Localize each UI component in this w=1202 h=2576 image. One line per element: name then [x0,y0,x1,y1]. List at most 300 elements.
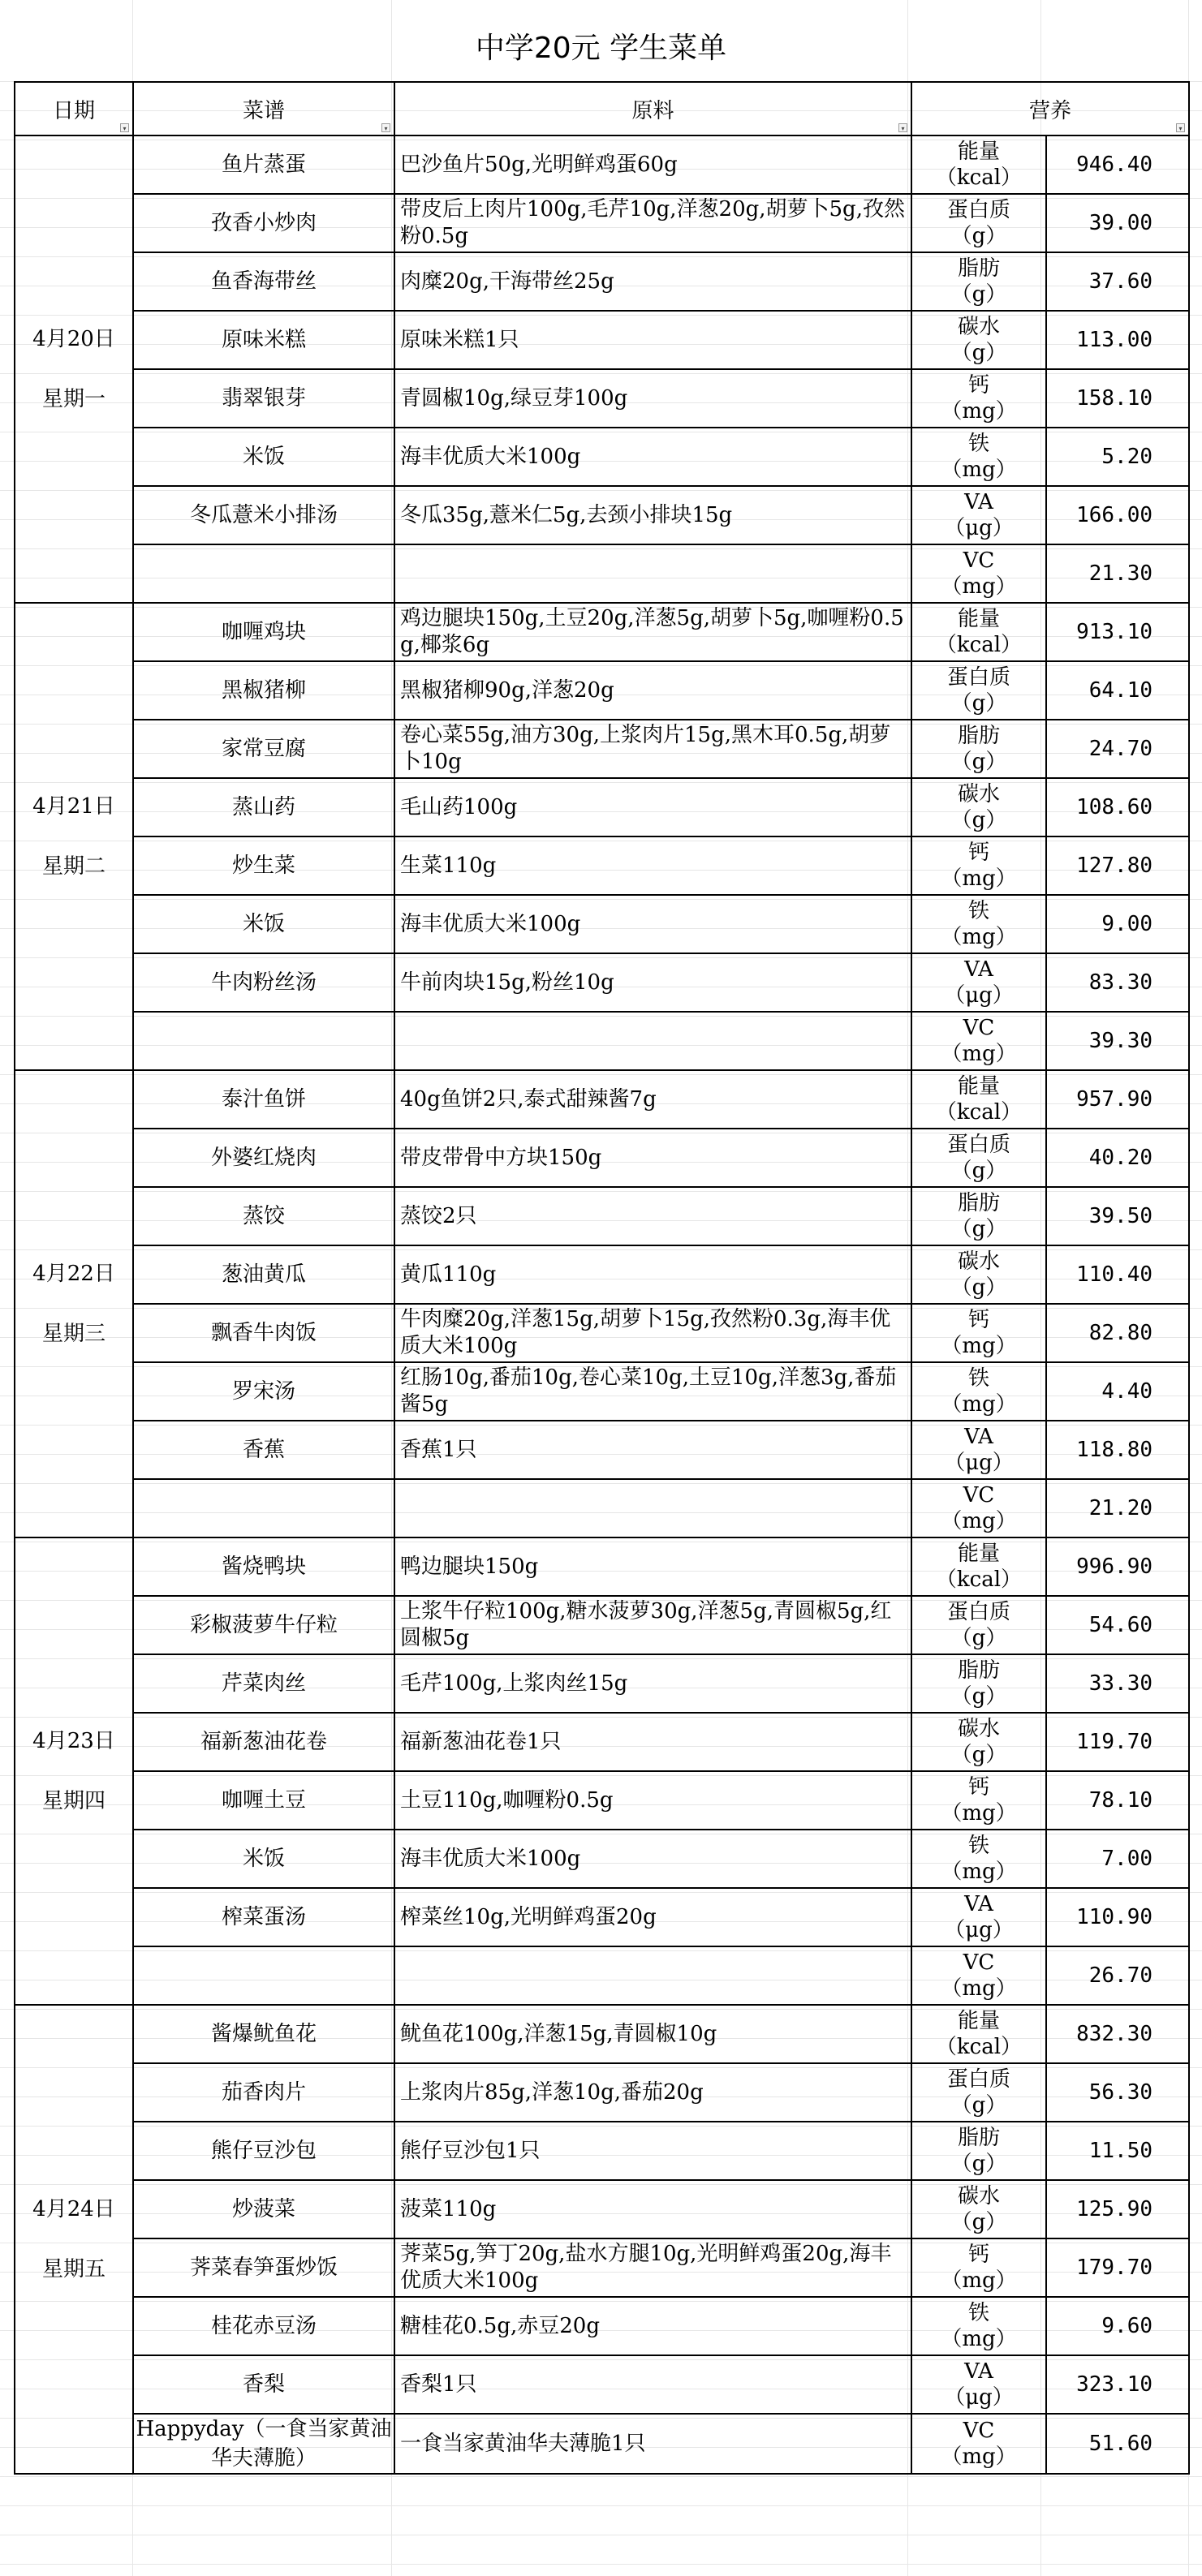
nutrient-unit: （g） [950,808,1007,832]
menu-row [15,1129,1189,1187]
ingredients-cell[interactable]: 40g鱼饼2只,泰式甜辣酱7g [394,1070,911,1129]
nutrient-unit: （g） [950,341,1007,365]
nutrient-value-cell[interactable]: 5.20 [1046,428,1189,486]
nutrient-label-cell[interactable] [911,428,1046,486]
header-dish-label: 菜谱 [242,98,285,123]
nutrient-label-cell[interactable] [911,2063,1046,2122]
nutrient-label-cell[interactable] [911,486,1046,544]
nutrient-unit: （μg） [944,1918,1014,1942]
nutrient-value-cell[interactable]: 21.30 [1046,544,1189,603]
date-label: 4月22日 [32,1262,115,1286]
filter-dropdown-icon[interactable]: ▾ [898,123,907,132]
nutrient-unit: （mg） [941,2327,1017,2351]
nutrient-value-cell[interactable]: 39.50 [1046,1187,1189,1245]
ingredients-cell[interactable]: 一食当家黄油华夫薄脆1只 [394,2414,911,2474]
filter-dropdown-icon[interactable]: ▾ [120,123,129,132]
menu-row [15,1537,1189,1596]
menu-row [15,603,1189,661]
header-date [15,82,133,135]
filter-dropdown-icon[interactable]: ▾ [381,123,390,132]
nutrient-label-cell[interactable] [911,2005,1046,2063]
menu-row [15,1421,1189,1479]
date-cell[interactable] [15,135,133,603]
nutrient-name: VC [963,2419,995,2443]
dish-cell[interactable]: 桂花赤豆汤 [133,2297,394,2355]
nutrient-unit: （mg） [941,2269,1017,2293]
nutrient-name: 钙 [967,841,989,865]
dish-cell[interactable] [133,1012,394,1070]
ingredients-cell[interactable] [394,1946,911,2005]
nutrient-value-cell[interactable]: 110.90 [1046,1888,1189,1946]
nutrient-value-cell[interactable]: 166.00 [1046,486,1189,544]
nutrient-name: 钙 [967,2243,989,2267]
menu-row [15,1012,1189,1070]
menu-row [15,1713,1189,1771]
nutrient-unit: （μg） [944,2385,1014,2410]
ingredients-cell[interactable]: 红肠10g,番茄10g,卷心菜10g,土豆10g,洋葱3g,番茄酱5g [394,1362,911,1421]
nutrient-name: 蛋白质 [946,665,1010,690]
nutrient-unit: （g） [950,2152,1007,2176]
weekday-label: 星期三 [41,1322,106,1346]
nutrient-unit: （μg） [944,983,1014,1008]
nutrient-label-cell[interactable] [911,778,1046,836]
nutrient-name: 脂肪 [957,724,1000,748]
dish-cell[interactable]: 咖喱鸡块 [133,603,394,661]
menu-row [15,1830,1189,1888]
weekday-label: 星期一 [41,387,106,411]
nutrient-name: 能量 [957,1074,1000,1099]
nutrient-value-cell[interactable]: 832.30 [1046,2005,1189,2063]
nutrient-value-cell[interactable]: 21.20 [1046,1479,1189,1537]
weekday-label: 星期二 [41,854,106,879]
ingredients-cell[interactable]: 海丰优质大米100g [394,428,911,486]
dish-cell[interactable]: 冬瓜薏米小排汤 [133,486,394,544]
weekday-label: 星期四 [41,1789,106,1813]
nutrient-value-cell[interactable]: 913.10 [1046,603,1189,661]
nutrient-unit: （g） [950,1217,1007,1241]
dish-cell[interactable]: 香蕉 [133,1421,394,1479]
nutrient-name: VC [963,1016,995,1040]
dish-cell[interactable]: 芹菜肉丝 [133,1654,394,1713]
dish-cell[interactable]: 香梨 [133,2355,394,2414]
nutrient-label-cell[interactable] [911,311,1046,369]
date-label: 4月23日 [32,1729,115,1753]
nutrient-value-cell[interactable]: 78.10 [1046,1771,1189,1830]
nutrient-value-cell[interactable]: 39.30 [1046,1012,1189,1070]
nutrient-unit: （g） [950,691,1007,716]
dish-cell[interactable]: 咖喱土豆 [133,1771,394,1830]
nutrient-name: 蛋白质 [946,1133,1010,1157]
nutrient-name: 钙 [967,1775,989,1800]
nutrient-unit: （kcal） [935,1100,1023,1125]
nutrient-value-cell[interactable]: 113.00 [1046,311,1189,369]
nutrient-name: VA [964,1425,993,1449]
nutrient-label-cell[interactable] [911,1946,1046,2005]
nutrient-value-cell[interactable]: 957.90 [1046,1070,1189,1129]
ingredients-cell[interactable]: 熊仔豆沙包1只 [394,2122,911,2180]
nutrient-name: 蛋白质 [946,2067,1010,2092]
dish-cell[interactable]: 黑椒猪柳 [133,661,394,720]
nutrient-unit: （mg） [941,867,1017,891]
nutrient-unit: （g） [950,224,1007,248]
nutrient-value-cell[interactable]: 9.00 [1046,895,1189,953]
menu-row [15,194,1189,252]
menu-body [15,135,1189,2474]
date-label: 4月20日 [32,327,115,351]
menu-row [15,2063,1189,2122]
ingredients-cell[interactable]: 生菜110g [394,836,911,895]
nutrient-name: 能量 [957,2009,1000,2033]
nutrient-name: 蛋白质 [946,198,1010,222]
dish-cell[interactable]: 牛肉粉丝汤 [133,953,394,1012]
nutrient-name: 铁 [967,1834,989,1858]
dish-cell[interactable]: 家常豆腐 [133,720,394,778]
nutrient-name: 碳水 [957,315,1000,339]
nutrient-label-cell[interactable] [911,1830,1046,1888]
dish-cell[interactable]: 彩椒菠萝牛仔粒 [133,1596,394,1654]
dish-cell[interactable] [133,1946,394,2005]
nutrient-value-cell[interactable]: 40.20 [1046,1129,1189,1187]
header-nutrition [911,82,1189,135]
nutrient-label-cell[interactable] [911,1245,1046,1304]
nutrient-label-cell[interactable] [911,2355,1046,2414]
dish-cell[interactable]: 蒸饺 [133,1187,394,1245]
header-nutrition-label: 营养 [1029,98,1072,123]
nutrient-value-cell[interactable]: 51.60 [1046,2414,1189,2474]
nutrient-label-cell[interactable] [911,135,1046,194]
nutrient-label-cell[interactable] [911,252,1046,311]
ingredients-cell[interactable]: 上浆肉片85g,洋葱10g,番茄20g [394,2063,911,2122]
menu-row [15,2414,1189,2474]
menu-row [15,836,1189,895]
nutrient-label-cell[interactable] [911,1596,1046,1654]
dish-cell[interactable]: 飘香牛肉饭 [133,1304,394,1362]
ingredients-cell[interactable]: 毛山药100g [394,778,911,836]
dish-cell[interactable]: 熊仔豆沙包 [133,2122,394,2180]
dish-cell[interactable]: 炒生菜 [133,836,394,895]
nutrient-label-cell[interactable] [911,1012,1046,1070]
nutrient-value-cell[interactable]: 39.00 [1046,194,1189,252]
nutrient-unit: （mg） [941,574,1017,599]
nutrient-unit: （mg） [941,1801,1017,1826]
ingredients-cell[interactable]: 海丰优质大米100g [394,895,911,953]
menu-row [15,1771,1189,1830]
nutrient-name: 脂肪 [957,1191,1000,1215]
nutrient-label-cell[interactable] [911,2297,1046,2355]
nutrient-label-cell[interactable] [911,1713,1046,1771]
nutrient-unit: （mg） [941,399,1017,424]
ingredients-cell[interactable]: 上浆牛仔粒100g,糖水菠萝30g,洋葱5g,青圆椒5g,红圆椒5g [394,1596,911,1654]
menu-row [15,252,1189,311]
nutrient-label-cell[interactable] [911,1362,1046,1421]
ingredients-cell[interactable]: 带皮后上肉片100g,毛芹10g,洋葱20g,胡萝卜5g,孜然粉0.5g [394,194,911,252]
nutrient-name: 能量 [957,607,1000,631]
nutrient-value-cell[interactable]: 33.30 [1046,1654,1189,1713]
nutrient-unit: （mg） [941,458,1017,482]
dish-cell[interactable]: 罗宋汤 [133,1362,394,1421]
nutrient-value-cell[interactable]: 110.40 [1046,1245,1189,1304]
menu-row [15,1245,1189,1304]
nutrient-label-cell[interactable] [911,1187,1046,1245]
nutrient-name: 钙 [967,1308,989,1332]
nutrient-label-cell[interactable] [911,1537,1046,1596]
ingredients-cell[interactable]: 香蕉1只 [394,1421,911,1479]
nutrient-unit: （g） [950,282,1007,307]
nutrient-name: 铁 [967,899,989,923]
ingredients-cell[interactable]: 糖桂花0.5g,赤豆20g [394,2297,911,2355]
menu-table [14,81,1190,2475]
dish-cell[interactable]: 葱油黄瓜 [133,1245,394,1304]
nutrient-label-cell[interactable] [911,953,1046,1012]
menu-row [15,661,1189,720]
nutrient-value-cell[interactable]: 24.70 [1046,720,1189,778]
dish-cell[interactable]: 荠菜春笋蛋炒饭 [133,2238,394,2297]
ingredients-cell[interactable] [394,544,911,603]
dish-cell[interactable]: 鱼香海带丝 [133,252,394,311]
nutrient-value-cell[interactable]: 56.30 [1046,2063,1189,2122]
nutrient-label-cell[interactable] [911,1070,1046,1129]
nutrient-label-cell[interactable] [911,1479,1046,1537]
nutrient-value-cell[interactable]: 64.10 [1046,661,1189,720]
nutrient-value-cell[interactable]: 4.40 [1046,1362,1189,1421]
nutrient-unit: （mg） [941,1860,1017,1884]
nutrient-name: 钙 [967,373,989,398]
dish-cell[interactable]: 原味米糕 [133,311,394,369]
menu-row [15,1654,1189,1713]
nutrient-value-cell[interactable]: 946.40 [1046,135,1189,194]
nutrient-unit: （kcal） [935,633,1023,657]
nutrient-unit: （g） [950,2093,1007,2118]
menu-row [15,1187,1189,1245]
grid-line [0,2505,1202,2506]
ingredients-cell[interactable]: 蒸饺2只 [394,1187,911,1245]
dish-cell[interactable]: 米饭 [133,895,394,953]
page-title: 中学20元 学生菜单 [475,32,727,65]
nutrient-name: 铁 [967,2301,989,2325]
nutrient-label-cell[interactable] [911,1421,1046,1479]
nutrient-unit: （mg） [941,1334,1017,1358]
nutrient-unit: （mg） [941,1392,1017,1417]
nutrient-unit: （g） [950,750,1007,774]
ingredients-cell[interactable]: 菠菜110g [394,2180,911,2238]
nutrient-value-cell[interactable]: 7.00 [1046,1830,1189,1888]
menu-row [15,1479,1189,1537]
grid-line [0,2564,1202,2565]
date-cell[interactable] [15,1537,133,2005]
ingredients-cell[interactable]: 毛芹100g,上浆肉丝15g [394,1654,911,1713]
dish-cell[interactable]: 蒸山药 [133,778,394,836]
menu-row [15,2122,1189,2180]
menu-row [15,895,1189,953]
nutrient-name: VA [964,2359,993,2384]
ingredients-cell[interactable]: 带皮带骨中方块150g [394,1129,911,1187]
nutrient-label-cell[interactable] [911,1771,1046,1830]
nutrient-unit: （g） [950,1743,1007,1767]
grid-line [0,2476,1202,2477]
nutrient-unit: （kcal） [935,2035,1023,2059]
ingredients-cell[interactable]: 青圆椒10g,绿豆芽100g [394,369,911,428]
nutrient-value-cell[interactable]: 37.60 [1046,252,1189,311]
ingredients-cell[interactable]: 黄瓜110g [394,1245,911,1304]
nutrient-label-cell[interactable] [911,194,1046,252]
menu-row [15,1596,1189,1654]
menu-row [15,778,1189,836]
nutrient-name: 碳水 [957,1249,1000,1274]
ingredients-cell[interactable]: 鸭边腿块150g [394,1537,911,1596]
nutrient-name: VC [963,1950,995,1975]
date-cell[interactable] [15,1070,133,1537]
nutrient-unit: （mg） [941,1042,1017,1066]
nutrient-label-cell[interactable] [911,2122,1046,2180]
nutrient-value-cell[interactable]: 125.90 [1046,2180,1189,2238]
nutrient-unit: （g） [950,1684,1007,1709]
dish-cell[interactable]: 外婆红烧肉 [133,1129,394,1187]
nutrient-label-cell[interactable] [911,720,1046,778]
dish-cell[interactable]: 酱烧鸭块 [133,1537,394,1596]
dish-cell[interactable]: 炒菠菜 [133,2180,394,2238]
nutrient-name: 脂肪 [957,256,1000,281]
dish-cell[interactable]: 孜香小炒肉 [133,194,394,252]
nutrient-unit: （mg） [941,1509,1017,1533]
nutrient-name: 脂肪 [957,1658,1000,1683]
ingredients-cell[interactable]: 冬瓜35g,薏米仁5g,去颈小排块15g [394,486,911,544]
dish-cell[interactable]: 酱爆鱿鱼花 [133,2005,394,2063]
nutrient-value-cell[interactable]: 83.30 [1046,953,1189,1012]
nutrient-label-cell[interactable] [911,603,1046,661]
nutrient-value-cell[interactable]: 996.90 [1046,1537,1189,1596]
menu-row [15,486,1189,544]
nutrient-label-cell[interactable] [911,2180,1046,2238]
date-label: 4月24日 [32,2197,115,2221]
ingredients-cell[interactable]: 卷心菜55g,油方30g,上浆肉片15g,黑木耳0.5g,胡萝卜10g [394,720,911,778]
ingredients-cell[interactable]: 荠菜5g,笋丁20g,盐水方腿10g,光明鲜鸡蛋20g,海丰优质大米100g [394,2238,911,2297]
nutrient-value-cell[interactable]: 9.60 [1046,2297,1189,2355]
header-date-label: 日期 [52,98,95,123]
nutrient-value-cell[interactable]: 108.60 [1046,778,1189,836]
menu-row [15,953,1189,1012]
nutrient-unit: （mg） [941,1976,1017,2001]
dish-cell[interactable]: 泰汁鱼饼 [133,1070,394,1129]
nutrient-value-cell[interactable]: 158.10 [1046,369,1189,428]
nutrient-unit: （kcal） [935,166,1023,190]
nutrient-label-cell[interactable] [911,895,1046,953]
menu-row [15,2005,1189,2063]
nutrient-label-cell[interactable] [911,1654,1046,1713]
nutrient-label-cell[interactable] [911,661,1046,720]
nutrient-value-cell[interactable]: 179.70 [1046,2238,1189,2297]
nutrient-label-cell[interactable] [911,2414,1046,2474]
ingredients-cell[interactable]: 土豆110g,咖喱粉0.5g [394,1771,911,1830]
nutrient-name: VA [964,957,993,982]
ingredients-cell[interactable]: 海丰优质大米100g [394,1830,911,1888]
filter-dropdown-icon[interactable]: ▾ [1176,123,1185,132]
dish-cell[interactable]: 榨菜蛋汤 [133,1888,394,1946]
menu-row [15,311,1189,369]
nutrient-unit: （g） [950,2210,1007,2234]
nutrient-label-cell[interactable] [911,544,1046,603]
nutrient-value-cell[interactable]: 118.80 [1046,1421,1189,1479]
nutrient-label-cell[interactable] [911,369,1046,428]
ingredients-cell[interactable]: 黑椒猪柳90g,洋葱20g [394,661,911,720]
menu-row [15,1304,1189,1362]
menu-row [15,1888,1189,1946]
dish-cell[interactable]: 米饭 [133,1830,394,1888]
menu-row [15,1946,1189,2005]
ingredients-cell[interactable]: 原味米糕1只 [394,311,911,369]
nutrient-value-cell[interactable]: 119.70 [1046,1713,1189,1771]
nutrient-unit: （μg） [944,516,1014,540]
menu-row [15,2180,1189,2238]
dish-cell[interactable]: 米饭 [133,428,394,486]
nutrient-name: 脂肪 [957,2126,1000,2150]
dish-cell[interactable]: 茄香肉片 [133,2063,394,2122]
nutrient-label-cell[interactable] [911,1304,1046,1362]
nutrient-value-cell[interactable]: 82.80 [1046,1304,1189,1362]
dish-cell[interactable]: 鱼片蒸蛋 [133,135,394,194]
nutrient-value-cell[interactable]: 323.10 [1046,2355,1189,2414]
nutrient-label-cell[interactable] [911,836,1046,895]
nutrient-unit: （mg） [941,2445,1017,2469]
date-cell[interactable] [15,2005,133,2474]
dish-cell[interactable]: Happyday（一食当家黄油华夫薄脆） [133,2414,394,2474]
ingredients-cell[interactable]: 牛肉糜20g,洋葱15g,胡萝卜15g,孜然粉0.3g,海丰优质大米100g [394,1304,911,1362]
ingredients-cell[interactable]: 榨菜丝10g,光明鲜鸡蛋20g [394,1888,911,1946]
nutrient-name: 蛋白质 [946,1600,1010,1624]
menu-row [15,1362,1189,1421]
dish-cell[interactable]: 福新葱油花卷 [133,1713,394,1771]
menu-row [15,2297,1189,2355]
ingredients-cell[interactable]: 巴沙鱼片50g,光明鲜鸡蛋60g [394,135,911,194]
ingredients-cell[interactable]: 肉糜20g,干海带丝25g [394,252,911,311]
nutrient-value-cell[interactable]: 11.50 [1046,2122,1189,2180]
ingredients-cell[interactable]: 鸡边腿块150g,土豆20g,洋葱5g,胡萝卜5g,咖喱粉0.5g,椰浆6g [394,603,911,661]
weekday-label: 星期五 [41,2257,106,2281]
ingredients-cell[interactable]: 福新葱油花卷1只 [394,1713,911,1771]
nutrient-value-cell[interactable]: 127.80 [1046,836,1189,895]
ingredients-cell[interactable]: 牛前肉块15g,粉丝10g [394,953,911,1012]
nutrient-name: 能量 [957,140,1000,164]
nutrient-label-cell[interactable] [911,1129,1046,1187]
ingredients-cell[interactable]: 鱿鱼花100g,洋葱15g,青圆椒10g [394,2005,911,2063]
menu-row [15,135,1189,194]
nutrient-value-cell[interactable]: 26.70 [1046,1946,1189,2005]
nutrient-unit: （μg） [944,1451,1014,1475]
dish-cell[interactable]: 翡翠银芽 [133,369,394,428]
date-cell[interactable] [15,603,133,1070]
header-ingredients-label: 原料 [631,98,674,123]
header-dish [133,82,394,135]
nutrient-unit: （g） [950,1159,1007,1183]
dish-cell[interactable] [133,1479,394,1537]
menu-row [15,1070,1189,1129]
nutrient-label-cell[interactable] [911,2238,1046,2297]
nutrient-name: 碳水 [957,782,1000,806]
nutrient-value-cell[interactable]: 54.60 [1046,1596,1189,1654]
ingredients-cell[interactable] [394,1479,911,1537]
nutrient-name: 铁 [967,1366,989,1391]
menu-row [15,369,1189,428]
nutrient-unit: （mg） [941,925,1017,949]
nutrient-name: 铁 [967,432,989,456]
nutrient-label-cell[interactable] [911,1888,1046,1946]
dish-cell[interactable] [133,544,394,603]
ingredients-cell[interactable]: 香梨1只 [394,2355,911,2414]
date-label: 4月21日 [32,794,115,819]
nutrient-name: VA [964,490,993,514]
header-ingredients [394,82,911,135]
ingredients-cell[interactable] [394,1012,911,1070]
nutrient-name: 碳水 [957,2184,1000,2208]
